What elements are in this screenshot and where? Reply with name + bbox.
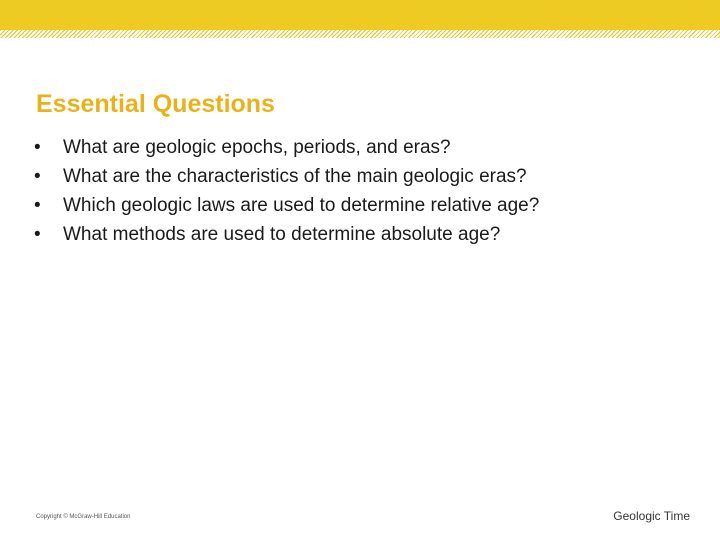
bullet-icon: • (34, 195, 41, 216)
list-item-text: What methods are used to determine absolute age? (63, 224, 501, 245)
header-band (0, 0, 720, 30)
list-item (34, 166, 539, 195)
copyright-notice: Copyright © McGraw-Hill Education (36, 514, 131, 520)
bullet-icon: • (34, 166, 41, 187)
bullet-icon: • (34, 224, 41, 245)
footer-topic: Geologic Time (613, 509, 690, 523)
list-item-text: Which geologic laws are used to determine relative age? (63, 195, 540, 216)
list-item-text: What are the characteristics of the main geologic eras? (63, 166, 527, 187)
list-item-text: What are geologic epochs, periods, and eras? (63, 137, 451, 158)
bullet-list (34, 137, 539, 253)
list-item (34, 224, 539, 253)
slide-title: Essential Questions (36, 90, 275, 118)
list-item (34, 137, 539, 166)
bullet-icon: • (34, 137, 41, 158)
list-item (34, 195, 539, 224)
header-hatch-stripe (0, 30, 720, 38)
